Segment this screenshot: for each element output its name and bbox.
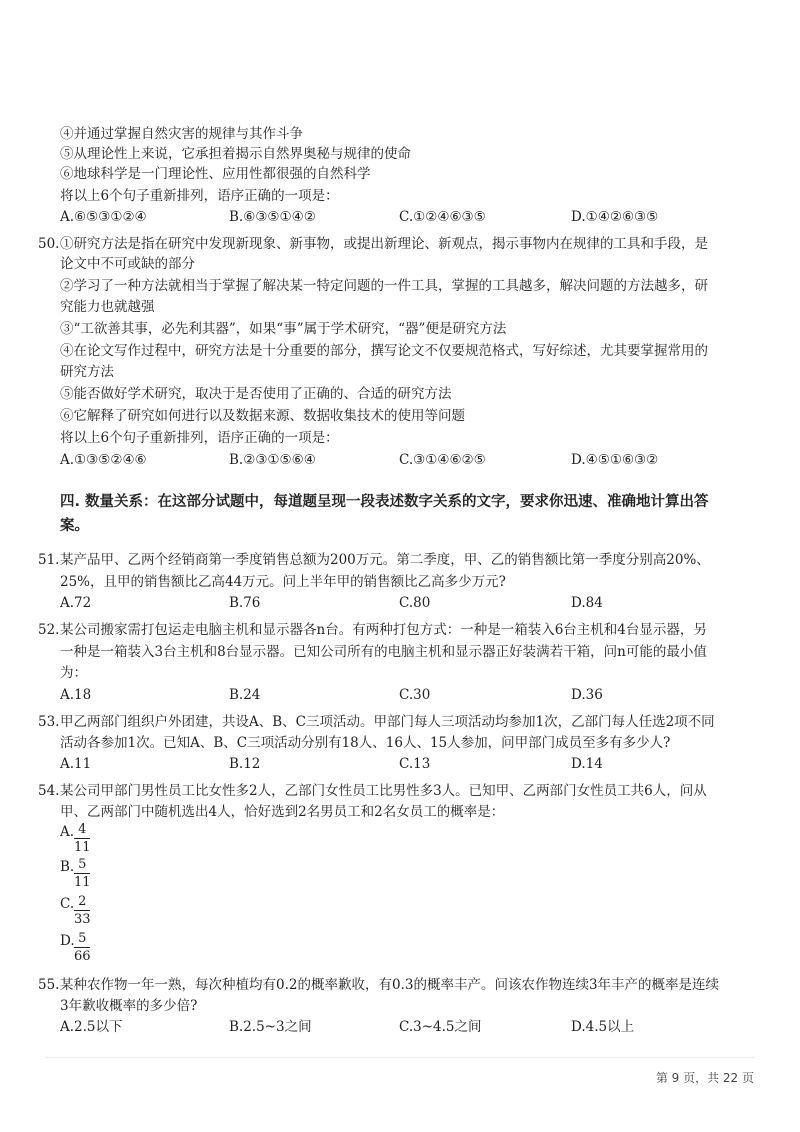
q50-sentence-6: ⑥它解释了研究如何进行以及数据来源、数据收集技术的使用等问题: [60, 408, 465, 424]
page-number: 第 9 页，共 22 页: [655, 1071, 754, 1085]
q54-option-a-label: A.: [60, 824, 75, 840]
q53-option-c: C.13: [399, 756, 431, 772]
section-4-heading-line-2: 案。: [60, 518, 89, 534]
fraction-denominator: 11: [74, 875, 91, 890]
q54-option-b-label: B.: [60, 859, 75, 875]
q52-option-c: C.30: [399, 687, 431, 703]
fraction-denominator: 11: [74, 840, 91, 855]
q53-number: 53.: [38, 714, 60, 730]
q53-stem-line-2: 活动各参加1次。已知A、B、C三项活动分别有18人、16人、15人参加，问甲部门成员至多有多少人?: [60, 735, 671, 751]
q55-option-b: B.2.5~3之间: [229, 1019, 312, 1035]
q53-option-d: D.14: [571, 756, 603, 772]
fraction-numerator: 5: [78, 931, 87, 946]
section-4-heading-line-1: 四. 数量关系：在这部分试题中，每道题呈现一段表述数字关系的文字，要求你迅速、准确地计算出答: [60, 494, 709, 510]
q52-stem-line-1: 某公司搬家需打包运走电脑主机和显示器各n台。有两种打包方式：一种是一箱装入6台主机和4台显示器，另: [60, 622, 707, 638]
q50-sentence-4a: ④在论文写作过程中，研究方法是十分重要的部分，撰写论文不仅要规范格式，写好综述，尤其要掌握常用的: [60, 343, 708, 359]
q52-option-d: D.36: [571, 687, 603, 703]
q54-option-d-label: D.: [60, 933, 75, 949]
q52-stem-line-3: 为：: [60, 665, 87, 681]
q50-option-a: A.①③⑤②④⑥: [60, 452, 147, 468]
q55-option-c: C.3~4.5之间: [399, 1019, 482, 1035]
fraction-bar: [74, 873, 90, 874]
q50-number: 50.: [38, 236, 60, 252]
q54-option-d-fraction: [74, 931, 91, 964]
fraction-bar: [74, 947, 90, 948]
q49-sentence-5: ⑤从理论性上来说，它承担着揭示自然界奥秘与规律的使命: [60, 146, 411, 162]
fraction-numerator: 4: [78, 822, 87, 837]
q51-option-d: D.84: [571, 595, 603, 611]
q52-stem-line-2: 一种是一箱装入3台主机和8台显示器。已知公司所有的电脑主机和显示器正好装满若干箱，问n可能的最小值: [60, 644, 707, 660]
q55-option-a: A.2.5以下: [60, 1019, 123, 1035]
fraction-denominator: 66: [74, 949, 91, 964]
q53-option-b: B.12: [229, 756, 261, 772]
q49-prompt: 将以上6个句子重新排列，语序正确的一项是：: [60, 188, 339, 204]
q50-sentence-3: ③“工欲善其事，必先利其器”，如果“事”属于学术研究，“器”便是研究方法: [60, 321, 507, 337]
q49-sentence-4: ④并通过掌握自然灾害的规律与其作斗争: [60, 126, 303, 142]
q51-option-b: B.76: [229, 595, 261, 611]
fraction-numerator: 2: [78, 894, 87, 909]
q54-option-c-label: C.: [60, 896, 75, 912]
q51-stem-line-1: 某产品甲、乙两个经销商第一季度销售总额为200万元。第二季度，甲、乙的销售额比第一季度分别高20%、: [60, 552, 710, 568]
q49-option-c: C.①②④⑥③⑤: [399, 209, 486, 225]
q54-option-b-fraction: [74, 857, 91, 890]
q55-stem-line-2: 3年歉收概率的多少倍?: [60, 998, 198, 1014]
q50-prompt: 将以上6个句子重新排列，语序正确的一项是：: [60, 430, 339, 446]
q50-sentence-5: ⑤能否做好学术研究，取决于是否使用了正确的、合适的研究方法: [60, 386, 452, 402]
q54-option-a-fraction: [74, 822, 91, 855]
fraction-bar: [74, 910, 90, 911]
q55-number: 55.: [38, 977, 60, 993]
q55-stem-line-1: 某种农作物一年一熟，每次种植均有0.2的概率歉收，有0.3的概率丰产。问该农作物连续3年丰产的概率是连续: [60, 977, 720, 993]
footer-divider: [45, 1057, 755, 1058]
q54-number: 54.: [38, 783, 60, 799]
fraction-denominator: 33: [74, 912, 91, 927]
q55-option-d: D.4.5以上: [571, 1019, 635, 1035]
q50-option-d: D.④⑤①⑥③②: [571, 452, 659, 468]
q49-sentence-6: ⑥地球科学是一门理论性、应用性都很强的自然科学: [60, 166, 371, 182]
fraction-bar: [74, 838, 90, 839]
q51-option-c: C.80: [399, 595, 431, 611]
q50-sentence-1b: 论文中不可或缺的部分: [60, 256, 195, 272]
q50-sentence-2b: 究能力也就越强: [60, 299, 155, 315]
q54-option-c-fraction: [74, 894, 91, 927]
q50-option-c: C.③①④⑥②⑤: [399, 452, 486, 468]
q49-option-a: A.⑥⑤③①②④: [60, 209, 147, 225]
q49-option-b: B.⑥③⑤①④②: [229, 209, 316, 225]
q52-option-b: B.24: [229, 687, 261, 703]
q53-option-a: A.11: [60, 756, 92, 772]
q52-option-a: A.18: [60, 687, 92, 703]
q52-number: 52.: [38, 622, 60, 638]
q49-option-d: D.①④②⑥③⑤: [571, 209, 659, 225]
q50-sentence-1a: ①研究方法是指在研究中发现新现象、新事物，或提出新理论、新观点，揭示事物内在规律的工具和手段，是: [60, 236, 708, 252]
q54-stem-line-2: 甲、乙两部门中随机选出4人，恰好选到2名男员工和2名女员工的概率是：: [60, 804, 505, 820]
q53-stem-line-1: 甲乙两部门组织户外团建，共设A、B、C三项活动。甲部门每人三项活动均参加1次，乙部门每人任选2项不同: [60, 714, 715, 730]
q50-sentence-4b: 研究方法: [60, 364, 114, 380]
q51-stem-line-2: 25%，且甲的销售额比乙高44万元。问上半年甲的销售额比乙高多少万元?: [60, 574, 506, 590]
q50-option-b: B.②③①⑤⑥④: [229, 452, 316, 468]
q51-number: 51.: [38, 552, 60, 568]
q51-option-a: A.72: [60, 595, 92, 611]
q50-sentence-2a: ②学习了一种方法就相当于掌握了解决某一特定问题的一件工具，掌握的工具越多，解决问题的方法越多，研: [60, 278, 708, 294]
fraction-numerator: 5: [78, 857, 87, 872]
q54-stem-line-1: 某公司甲部门男性员工比女性多2人，乙部门女性员工比男性多3人。已知甲、乙两部门女性员工共6人，问从: [60, 783, 707, 799]
